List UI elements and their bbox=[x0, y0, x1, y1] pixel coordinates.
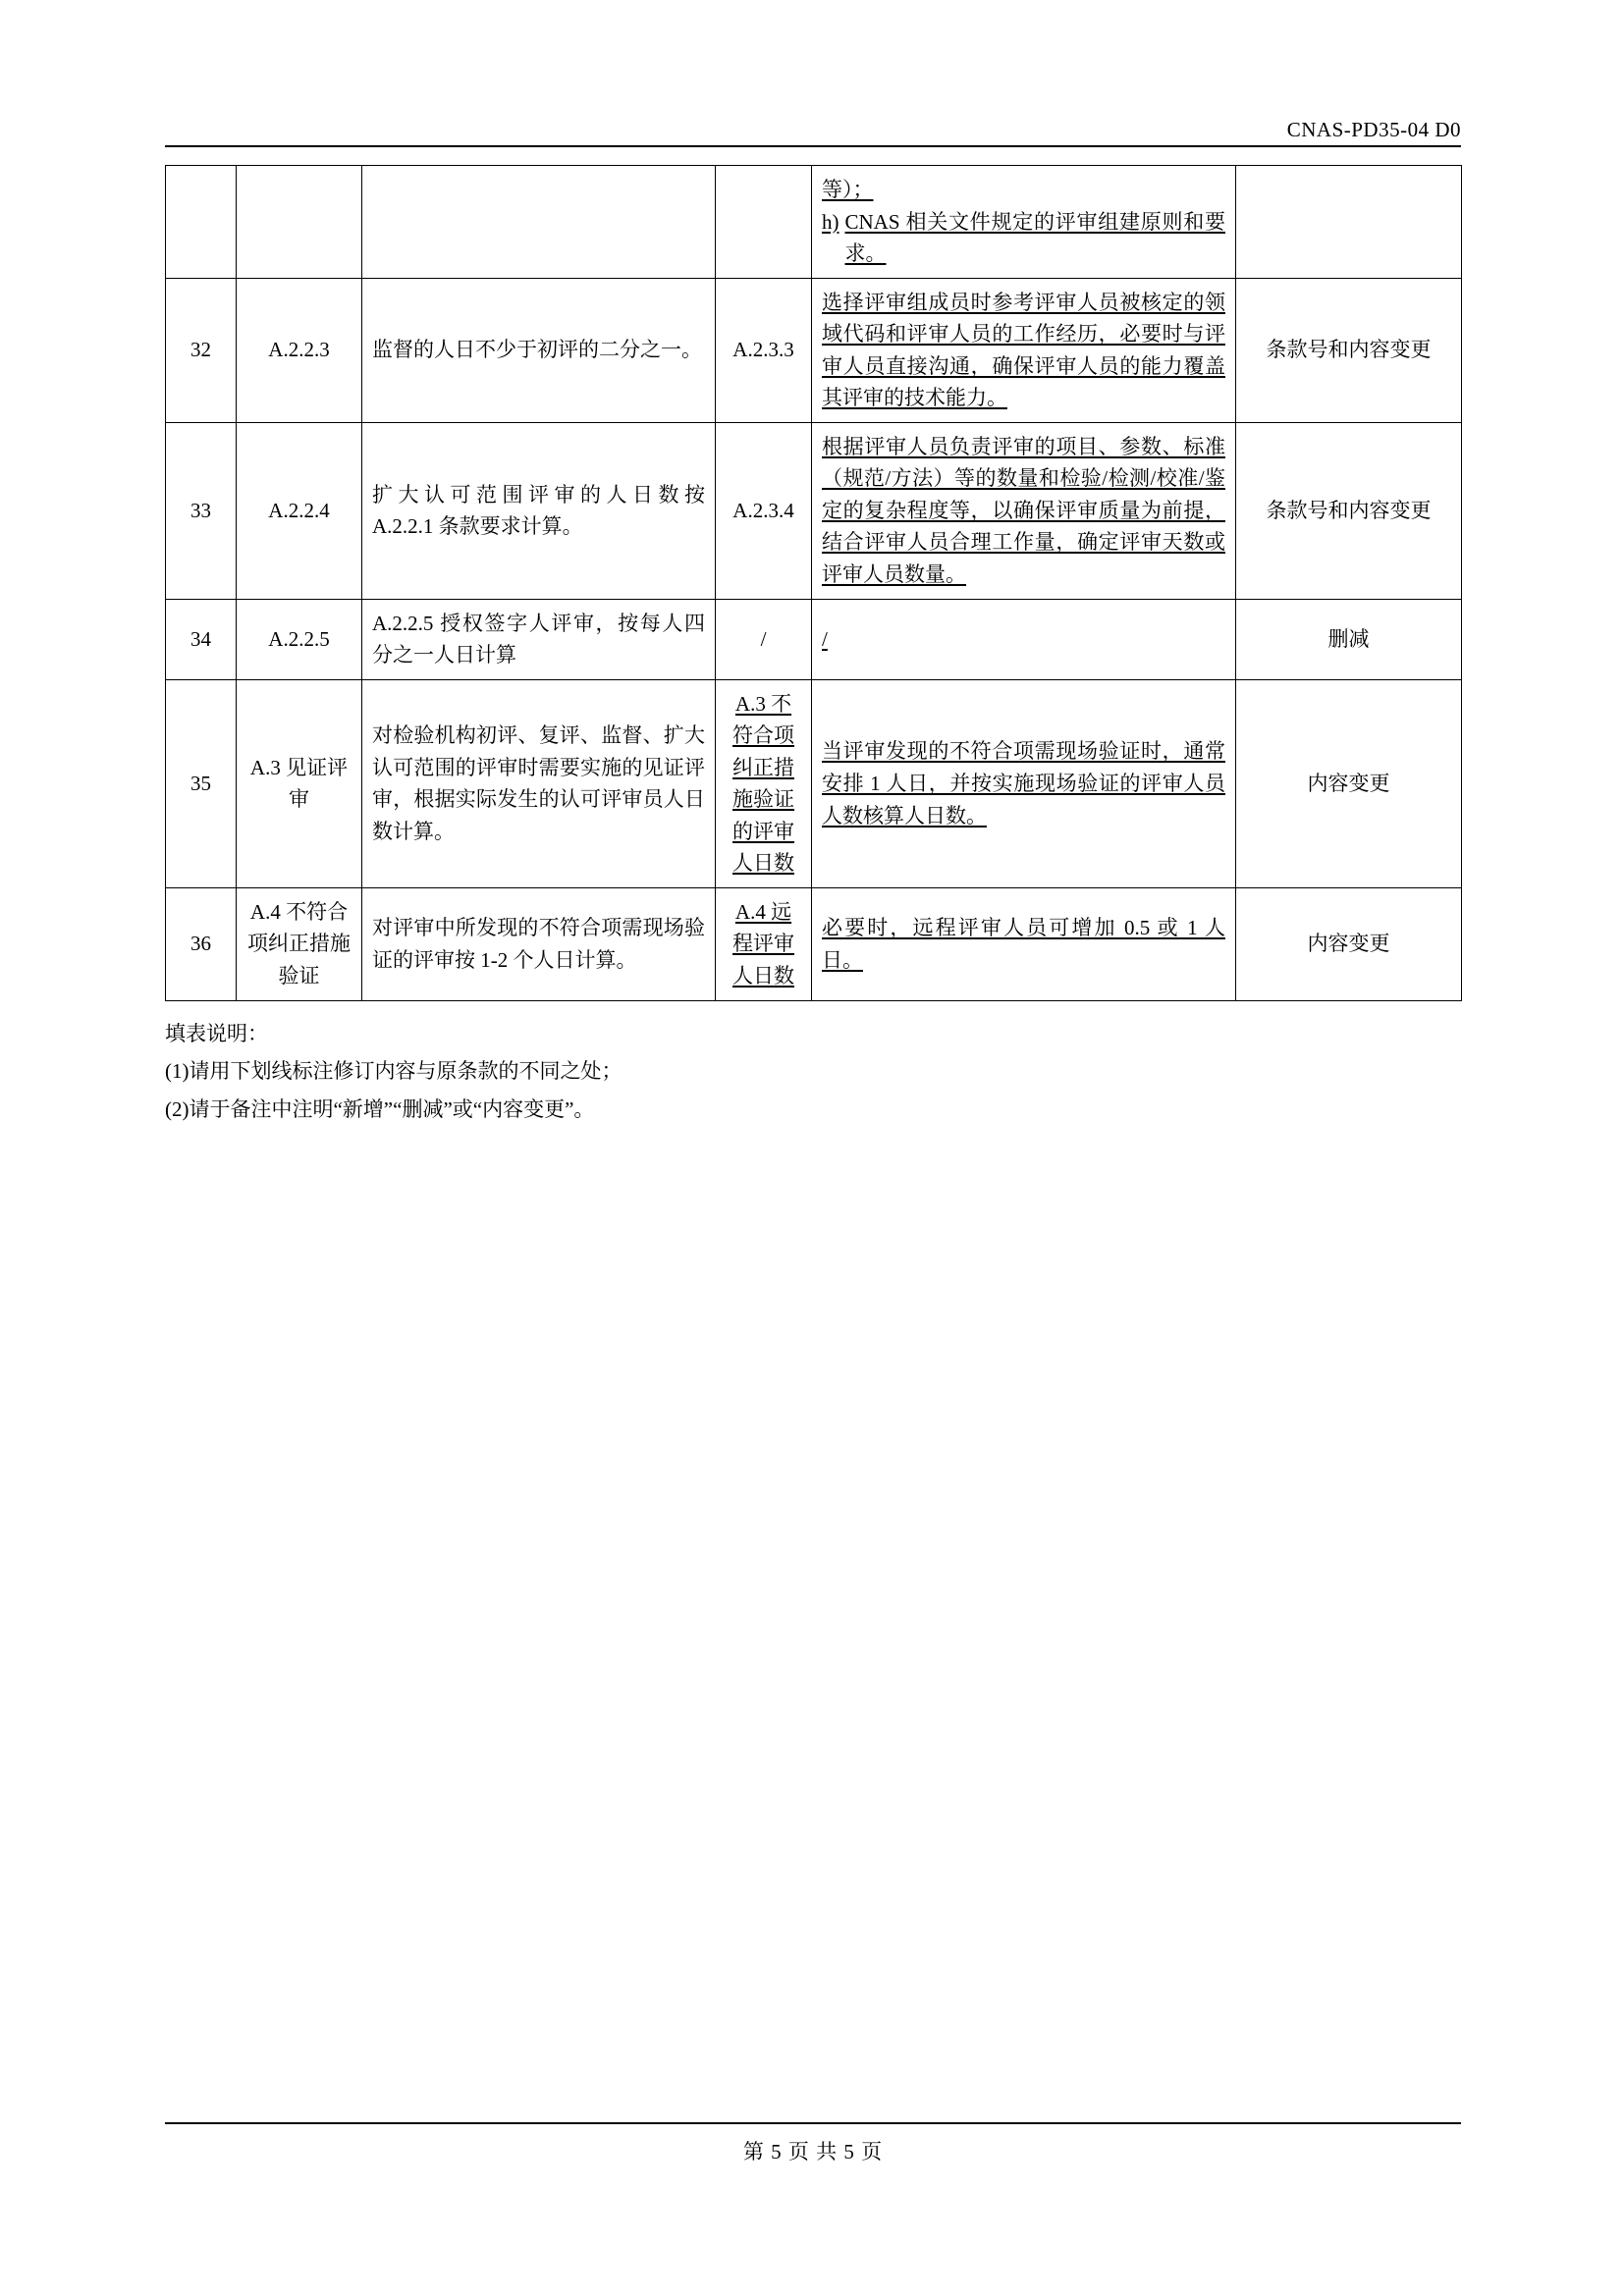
cell-new-text: / bbox=[812, 599, 1236, 679]
instructions-line-2: (2)请于备注中注明“新增”“删减”或“内容变更”。 bbox=[165, 1097, 595, 1122]
cell-no: 33 bbox=[166, 422, 237, 599]
cell-old-clause: A.3 见证评审 bbox=[237, 679, 362, 887]
page-number: 第 5 页 共 5 页 bbox=[742, 2140, 884, 2163]
instructions-line-1: (1)请用下划线标注修订内容与原条款的不同之处； bbox=[165, 1059, 623, 1084]
cell-new-text: 选择评审组成员时参考评审人员被核定的领域代码和评审人员的工作经历，必要时与评审人员直接沟通，确保评审人员的能力覆盖其评审的技术能力。 bbox=[812, 278, 1236, 422]
cell-remark: 条款号和内容变更 bbox=[1236, 278, 1462, 422]
cell-new-clause: / bbox=[716, 599, 812, 679]
list-item: CNAS 相关文件规定的评审组建原则和要求。 bbox=[844, 209, 1225, 266]
cell-remark: 删减 bbox=[1236, 599, 1462, 679]
table-row bbox=[166, 679, 1462, 887]
form-instructions bbox=[165, 1015, 1461, 1130]
footer-divider bbox=[165, 2122, 1461, 2124]
cell-remark: 条款号和内容变更 bbox=[1236, 422, 1462, 599]
table-row bbox=[166, 422, 1462, 599]
cell-old-text: 对评审中所发现的不符合项需现场验证的评审按 1-2 个人日计算。 bbox=[362, 887, 716, 1000]
table-row bbox=[166, 599, 1462, 679]
cell-no: 32 bbox=[166, 278, 237, 422]
table-row bbox=[166, 278, 1462, 422]
cell-old-text: 监督的人日不少于初评的二分之一。 bbox=[362, 278, 716, 422]
cell-new-clause bbox=[716, 166, 812, 279]
document-header-code: CNAS-PD35-04 D0 bbox=[1286, 118, 1461, 141]
cell-old-clause: A.4 不符合项纠正措施验证 bbox=[237, 887, 362, 1000]
cell-remark bbox=[1236, 166, 1462, 279]
cell-old-clause: A.2.2.3 bbox=[237, 278, 362, 422]
instructions-title: 填表说明： bbox=[165, 1021, 268, 1045]
cell-new-clause: A.3 不符合项纠正措施验证的评审人日数 bbox=[716, 679, 812, 887]
header-divider bbox=[165, 145, 1461, 147]
cell-no bbox=[166, 166, 237, 279]
list-marker: h) bbox=[822, 209, 839, 234]
cell-old-clause: A.2.2.5 bbox=[237, 599, 362, 679]
cell-old-text: A.2.2.5 授权签字人评审，按每人四分之一人日计算 bbox=[362, 599, 716, 679]
cell-new-text: 必要时，远程评审人员可增加 0.5 或 1 人日。 bbox=[812, 887, 1236, 1000]
revision-table bbox=[165, 165, 1462, 1001]
cell-new-clause: A.4 远程评审人日数 bbox=[716, 887, 812, 1000]
cell-old-text bbox=[362, 166, 716, 279]
cell-new-text bbox=[812, 166, 1236, 279]
table-row bbox=[166, 887, 1462, 1000]
cell-no: 35 bbox=[166, 679, 237, 887]
table-row bbox=[166, 166, 1462, 279]
cell-old-clause: A.2.2.4 bbox=[237, 422, 362, 599]
cell-old-clause bbox=[237, 166, 362, 279]
cell-new-clause: A.2.3.3 bbox=[716, 278, 812, 422]
cell-remark: 内容变更 bbox=[1236, 887, 1462, 1000]
cell-no: 36 bbox=[166, 887, 237, 1000]
new-text-line-1: 等）； bbox=[822, 178, 874, 201]
cell-new-text: 根据评审人员负责评审的项目、参数、标准（规范/方法）等的数量和检验/检测/校准/鉴定的复杂程度等，以确保评审质量为前提，结合评审人员合理工作量，确定评审天数或评审人员数量。 bbox=[812, 422, 1236, 599]
cell-old-text: 对检验机构初评、复评、监督、扩大认可范围的评审时需要实施的见证评审，根据实际发生的认可评审员人日数计算。 bbox=[362, 679, 716, 887]
cell-new-clause: A.2.3.4 bbox=[716, 422, 812, 599]
cell-old-text: 扩大认可范围评审的人日数按 A.2.2.1 条款要求计算。 bbox=[362, 422, 716, 599]
page-content bbox=[165, 165, 1461, 1129]
cell-new-text: 当评审发现的不符合项需现场验证时，通常安排 1 人日，并按实施现场验证的评审人员人数核算人日数。 bbox=[812, 679, 1236, 887]
cell-no: 34 bbox=[166, 599, 237, 679]
cell-remark: 内容变更 bbox=[1236, 679, 1462, 887]
